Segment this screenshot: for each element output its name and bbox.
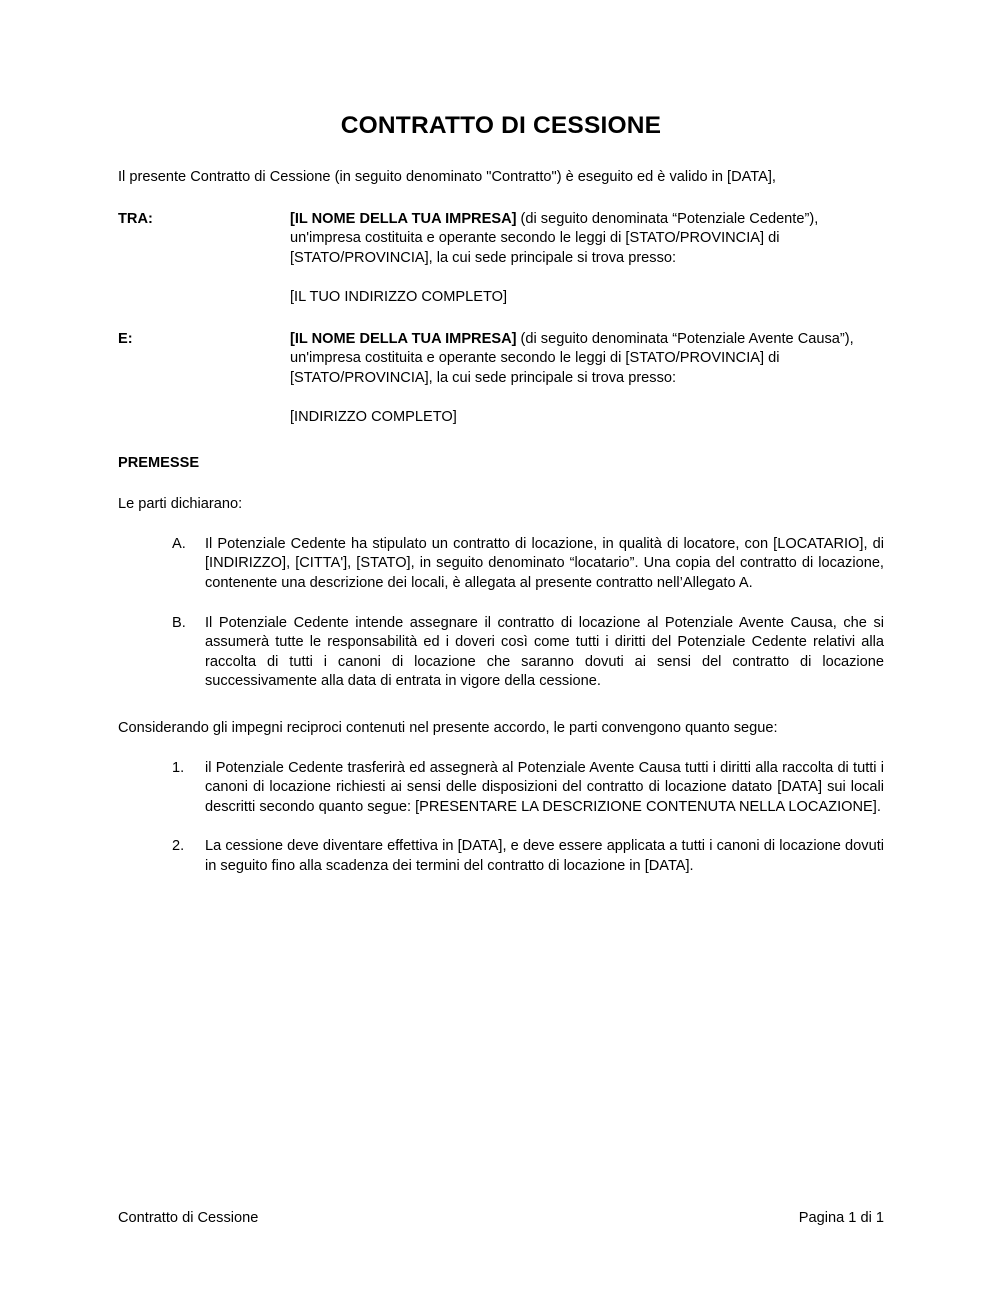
list-text-1: il Potenziale Cedente trasferirà ed assegnerà al Potenziale Avente Causa tutti i diritti alla raccolta di tutti i canoni di locazione richiesti ai sensi delle disposizioni del contratto di locazione datato [DATA] sui locali descritti secondo quanto segue: [PRESENTARE LA DESCRIZIONE CONTENUTA NELLA LOCAZIONE]. xyxy=(205,759,884,815)
party-block-transferor xyxy=(118,210,884,308)
party-address-assignee: [INDIRIZZO COMPLETO] xyxy=(290,409,457,426)
document-body xyxy=(118,0,884,877)
list-marker-b: B. xyxy=(172,614,186,631)
party-name-transferor: [IL NOME DELLA TUA IMPRESA] xyxy=(290,210,517,227)
list-item xyxy=(118,837,884,876)
recitals-list xyxy=(118,535,884,692)
section-heading-premesse: PREMESSE xyxy=(118,454,200,471)
page-title: CONTRATTO DI CESSIONE xyxy=(340,112,662,139)
list-text-a: Il Potenziale Cedente ha stipulato un contratto di locazione, in qualità di locatore, con [LOCATARIO], di [INDIRIZZO], [CITTA'], [STATO], in seguito denominato “locatario”. Una copia del contratto di locazione, contenente una descrizione dei locali, è allegata al presente contratto nell’Allegato A. xyxy=(205,535,884,592)
list-text-b: Il Potenziale Cedente intende assegnare il contratto di locazione al Potenziale Avente Causa, che si assumerà tutte le responsabilità ed i doveri così come tutti i diritti del Potenziale Cedente relativi alla raccolta di tutti i canoni di locazione che saranno dovuti ai sensi del contratto di locazione successivamente alla data di entrata in vigore della cessione. xyxy=(205,614,884,690)
list-marker-a: A. xyxy=(172,535,186,552)
agreement-lead: Considerando gli impegni reciproci contenuti nel presente accordo, le parti convengono quanto segue: xyxy=(118,720,778,737)
list-item xyxy=(118,614,884,692)
party-description-transferor xyxy=(290,210,884,269)
party-description-text-assignee: (di seguito denominata “Potenziale Avente Causa”), un'impresa costituita e operante secondo le leggi di [STATO/PROVINCIA] di [STATO/PROVINCIA], la cui sede principale si trova presso: xyxy=(290,330,854,386)
party-block-assignee xyxy=(118,330,884,428)
list-marker-1: 1. xyxy=(172,759,185,776)
list-text-2: La cessione deve diventare effettiva in [DATA], e deve essere applicata a tutti i canoni di locazione dovuti in seguito fino alla scadenza dei termini del contratto di locazione in [DATA]. xyxy=(205,838,884,875)
intro-paragraph: Il presente Contratto di Cessione (in seguito denominato "Contratto") è eseguito ed è valido in [DATA], xyxy=(118,169,776,186)
party-body-transferor xyxy=(290,210,884,308)
list-marker-2: 2. xyxy=(172,838,185,855)
party-label-e: E: xyxy=(118,330,133,347)
page-footer xyxy=(118,1209,884,1229)
party-label-tra: TRA: xyxy=(118,210,153,227)
party-description-text-transferor: (di seguito denominata “Potenziale Cedente”), un'impresa costituita e operante secondo le leggi di [STATO/PROVINCIA] di [STATO/PROVINCIA], la cui sede principale si trova presso: xyxy=(290,210,819,266)
party-address-transferor: [IL TUO INDIRIZZO COMPLETO] xyxy=(290,289,508,306)
party-description-assignee xyxy=(290,330,884,389)
list-item xyxy=(118,535,884,594)
footer-document-name: Contratto di Cessione xyxy=(118,1210,259,1226)
recitals-lead: Le parti dichiarano: xyxy=(118,496,243,513)
footer-page-number: Pagina 1 di 1 xyxy=(798,1210,884,1226)
party-body-assignee xyxy=(290,330,884,428)
party-name-assignee: [IL NOME DELLA TUA IMPRESA] xyxy=(290,330,517,347)
list-item xyxy=(118,759,884,818)
agreement-list xyxy=(118,759,884,877)
